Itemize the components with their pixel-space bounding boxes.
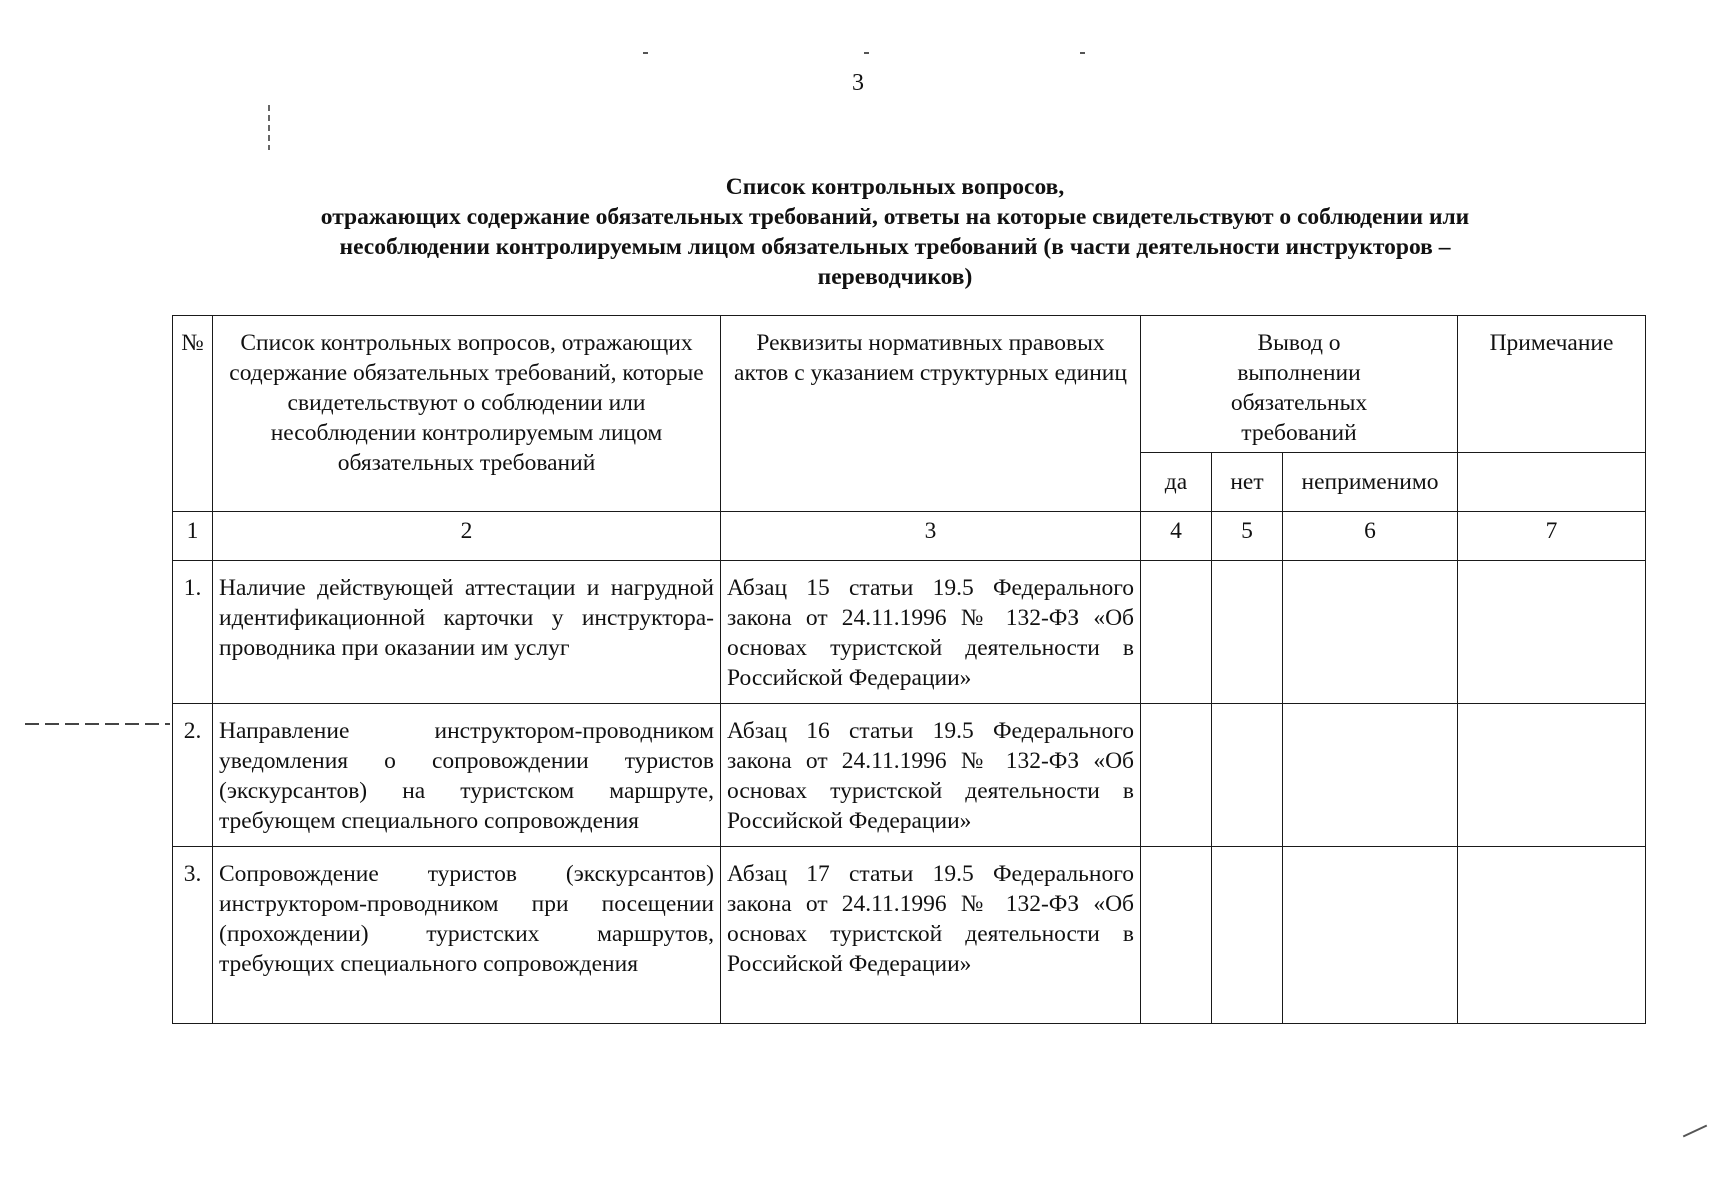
row-yes-cell (1141, 847, 1212, 1024)
title-line-2: отражающих содержание обязательных требований, ответы на которые свидетельствуют о соблюдении или (320, 204, 1470, 230)
table-row (173, 847, 1646, 1024)
header-row (173, 316, 1646, 453)
scan-artifact-mark (1683, 1125, 1707, 1138)
header-note: Примечание (1458, 316, 1646, 453)
column-number: 6 (1283, 512, 1458, 561)
row-requisites: Абзац 16 статьи 19.5 Федерального закона от 24.11.1996 № 132-ФЗ «Об основах туристской деятельности в Российской Федерации» (721, 704, 1141, 847)
scan-artifact-dot (643, 52, 648, 54)
column-number: 7 (1458, 512, 1646, 561)
title-line-4: переводчиков) (817, 264, 973, 290)
column-number: 4 (1141, 512, 1212, 561)
row-note-cell (1458, 847, 1646, 1024)
title-line-3: несоблюдении контролируемым лицом обязательных требований (в части деятельности инструкторов – (339, 234, 1451, 260)
scan-artifact-mark (268, 105, 270, 150)
row-question: Наличие действующей аттестации и нагрудной идентификационной карточки у инструктора-проводника при оказании им услуг (213, 561, 721, 704)
row-number: 3. (173, 847, 213, 1024)
row-requisites: Абзац 15 статьи 19.5 Федерального закона от 24.11.1996 № 132-ФЗ «Об основах туристской деятельности в Российской Федерации» (721, 561, 1141, 704)
table-row (173, 561, 1646, 704)
header-question: Список контрольных вопросов, отражающих содержание обязательных требований, которые свидетельствуют о соблюдении или несоблюдении контролируемым лицом обязательных требований (213, 316, 721, 512)
row-na-cell (1283, 704, 1458, 847)
scan-artifact-line (25, 723, 170, 725)
page-number: 3 (852, 70, 864, 96)
table-row (173, 704, 1646, 847)
row-no-cell (1212, 847, 1283, 1024)
row-number: 1. (173, 561, 213, 704)
checklist-table (172, 315, 1646, 1024)
row-na-cell (1283, 561, 1458, 704)
row-question: Сопровождение туристов (экскурсантов) инструктором-проводником при посещении (прохождении) туристских маршрутов, требующих специального сопровождения (213, 847, 721, 1024)
header-note-empty (1458, 453, 1646, 512)
column-number: 1 (173, 512, 213, 561)
scan-artifact-dot (1080, 52, 1085, 54)
row-yes-cell (1141, 704, 1212, 847)
header-requisites: Реквизиты нормативных правовых актов с указанием структурных единиц (721, 316, 1141, 512)
row-note-cell (1458, 561, 1646, 704)
row-note-cell (1458, 704, 1646, 847)
header-number: № (173, 316, 213, 512)
column-number: 5 (1212, 512, 1283, 561)
scan-artifact-dot (864, 52, 869, 54)
row-number: 2. (173, 704, 213, 847)
column-number: 3 (721, 512, 1141, 561)
row-no-cell (1212, 704, 1283, 847)
column-number-row (173, 512, 1646, 561)
header-conclusion: Вывод о выполнении обязательных требований (1141, 316, 1458, 453)
row-requisites: Абзац 17 статьи 19.5 Федерального закона от 24.11.1996 № 132-ФЗ «Об основах туристской деятельности в Российской Федерации» (721, 847, 1141, 1024)
header-no: нет (1212, 453, 1283, 512)
row-yes-cell (1141, 561, 1212, 704)
row-no-cell (1212, 561, 1283, 704)
document-title (200, 172, 1590, 292)
row-na-cell (1283, 847, 1458, 1024)
row-question: Направление инструктором-проводником уведомления о сопровождении туристов (экскурсантов) на туристском маршруте, требующем специального сопровождения (213, 704, 721, 847)
column-number: 2 (213, 512, 721, 561)
header-yes: да (1141, 453, 1212, 512)
header-not-applicable: неприменимо (1283, 453, 1458, 512)
title-line-1: Список контрольных вопросов, (725, 174, 1065, 200)
